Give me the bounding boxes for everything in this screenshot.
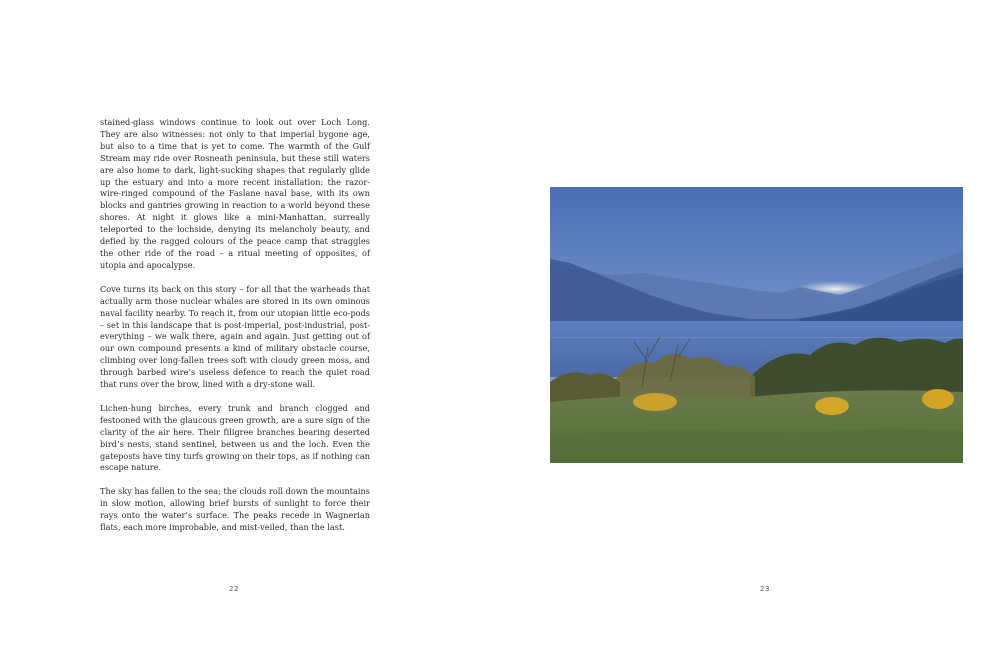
- paragraph: stained-glass windows continue to look out over Loch Long. They are also witnesses: not only to that imperial bygone age, but also to a time that is yet to come. The warmth of the Gulf Stream may ride over Rosneath peninsula, but these still waters are also home to dark, light-sucking shapes that regularly glide up the estuary and into a more recent installation: the razor-wire-ringed compound of the Faslane naval base, with its own blocks and gantries growing in reaction to a world beyond these shores. At night it glows like a mini-Manhattan, surreally teleported to the lochside, denying its melancholy beauty, and defied by the ragged colours of the peace camp that straggles the other ride of the road – a ritual meeting of opposites, of utopia and apocalypse.: [100, 117, 370, 270]
- right-page: [500, 0, 1000, 650]
- body-text: [100, 117, 370, 546]
- paragraph: The sky has fallen to the sea; the clouds roll down the mountains in slow motion, allowing brief bursts of sunlight to force their rays onto the water’s surface. The peaks recede in Wagnerian flats, each more improbable, and mist-veiled, than the last.: [100, 486, 370, 533]
- page-number-right: 23: [760, 585, 770, 593]
- paragraph: Cove turns its back on this story – for all that the warheads that actually arm those nuclear whales are stored in its own ominous naval facility nearby. To reach it, from our utopian little eco-pods – set in this landscape that is post-imperial, post-industrial, post-everything – we walk there, again and again. Just getting out of our own compound presents a kind of military obstacle course, climbing over long-fallen trees soft with cloudy green moss, and through barbed wire’s useless defence to reach the quiet road that runs over the brow, lined with a dry-stone wall.: [100, 283, 370, 390]
- paragraph: Lichen-hung birches, every trunk and branch clogged and festooned with the glaucous green growth, are a sure sign of the clarity of the air here. Their filigree branches bearing deserted bird’s nests, stand sentinel, between us and the loch. Even the gateposts have tiny turfs growing on their tops, as if nothing can escape nature.: [100, 402, 370, 473]
- page-number-left: 22: [229, 585, 239, 593]
- landscape-photo: [550, 187, 963, 463]
